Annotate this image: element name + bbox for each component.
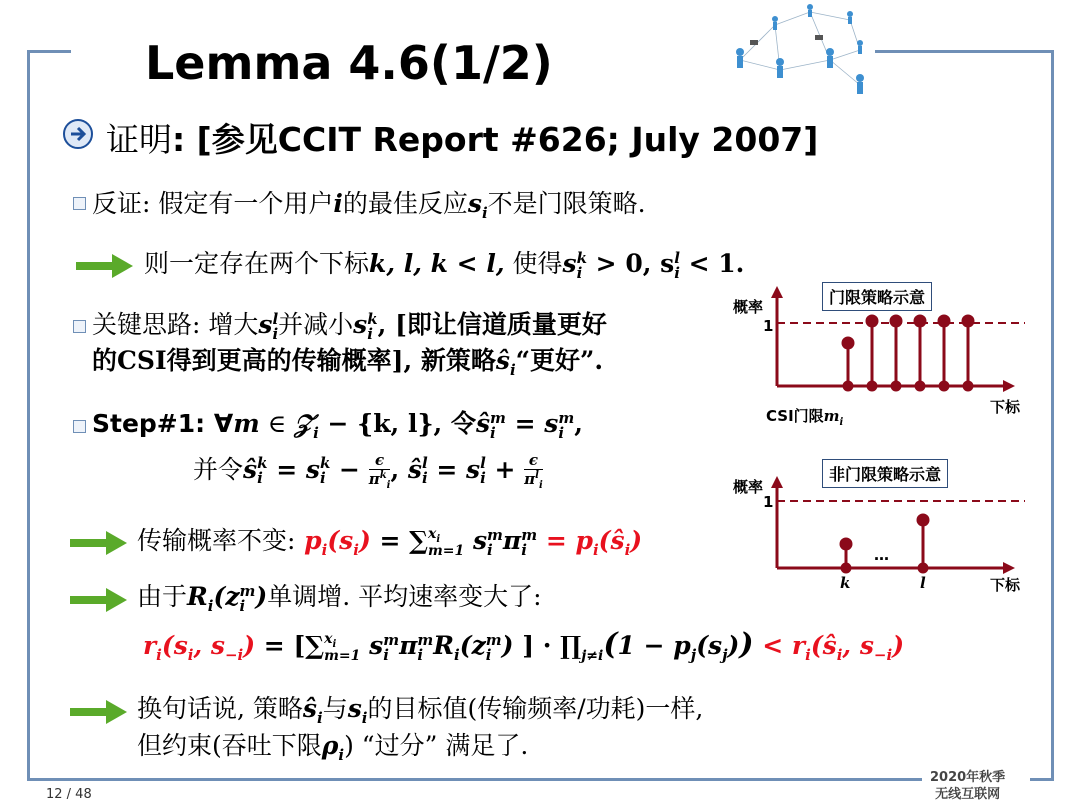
frame-bottom-right bbox=[1030, 778, 1054, 781]
line-avg-rate-formula: $r_i(s_i$, $s_{-i}$) = [∑ $x_i$ m=1 s m i π m i $R_i(z$ m i ) ] · $\prod_{j\ne i}(1 - p_j(s_j))$ < $r_i(ŝ_i$, $s_{-i}$) bbox=[143, 627, 905, 665]
csi-threshold-label: CSI门限$m_i$ bbox=[766, 407, 844, 428]
line-monotone: 由于$R_i(z$ m i )单调增. 平均速率变大了: bbox=[137, 581, 542, 615]
frame-top-right bbox=[875, 50, 1053, 53]
index-axis-label: 下标 bbox=[990, 398, 1021, 416]
arrow-icon bbox=[70, 699, 128, 725]
one-tick-label: 1 bbox=[763, 493, 774, 511]
proof-ref: CCIT Report #626; July 2007] bbox=[277, 120, 819, 159]
footer-year: 2020年秋季 bbox=[930, 770, 1006, 785]
threshold-policy-label: 门限策略示意 bbox=[822, 282, 932, 311]
bullet-icon bbox=[73, 420, 86, 433]
frame-right bbox=[1051, 50, 1054, 780]
line-step1: Step#1: ∀m ∈ 𝒵$_i$ − {k, l}, 令ŝ m i = s m i , bbox=[92, 408, 583, 442]
arrow-icon bbox=[70, 530, 128, 556]
line-in-other-words: 换句话说, 策略$ŝ_i$与$s_i$的目标值(传输频率/功耗)一样, bbox=[137, 694, 704, 727]
prob-axis-label: 概率 bbox=[733, 298, 764, 316]
line-constraint: 但约束(吞吐下限$\rho_i$) “过分” 满足了. bbox=[137, 731, 529, 764]
index-axis-label: 下标 bbox=[990, 576, 1021, 594]
network-people-image bbox=[720, 0, 880, 110]
line-exists-indices: 则一定存在两个下标k, l, k < l, 使得s k i > 0, s l i < 1. bbox=[144, 248, 745, 282]
proof-heading bbox=[106, 114, 818, 161]
line-key-idea: 关键思路: 增大s l i 并减小s k i , [即让信道质量更好 bbox=[92, 309, 607, 343]
slide-title: Lemma 4.6(1/2) bbox=[145, 36, 553, 90]
arrow-circle-icon bbox=[62, 118, 94, 150]
ellipsis-label: … bbox=[874, 546, 889, 564]
arrow-icon bbox=[70, 587, 128, 613]
bullet-icon bbox=[73, 320, 86, 333]
one-tick-label: 1 bbox=[763, 317, 774, 335]
nonthreshold-policy-label: 非门限策略示意 bbox=[822, 459, 948, 488]
line-contradiction: 反证: 假定有一个用户i的最佳反应$s_i$不是门限策略. bbox=[92, 189, 646, 222]
k-tick-label: k bbox=[840, 574, 851, 592]
frame-top-left bbox=[27, 50, 71, 53]
bullet-icon bbox=[73, 197, 86, 210]
footer-course bbox=[930, 770, 1005, 804]
proof-ref-prefix: : [参见 bbox=[172, 120, 278, 159]
arrow-icon bbox=[76, 253, 134, 279]
frame-left bbox=[27, 50, 30, 780]
footer-course-name: 无线互联网 bbox=[935, 786, 1001, 802]
l-tick-label: l bbox=[920, 574, 926, 592]
frame-bottom bbox=[27, 778, 922, 781]
proof-label: 证明 bbox=[106, 120, 172, 159]
line-tx-prob-unchanged: 传输概率不变: $p_i(s_i)$ = ∑ $x_i$ m=1 s m i π m i = $p_i(ŝ_i)$ bbox=[137, 525, 643, 560]
prob-axis-label: 概率 bbox=[733, 478, 764, 496]
line-key-idea-2: 的CSI得到更高的传输概率], 新策略$ŝ_i“$更好”. bbox=[92, 346, 604, 379]
page-number: 12 / 48 bbox=[46, 787, 92, 802]
line-step1-b: 并令ŝ k i = s k i − ϵ $\pi^k_i$ , ŝ l i = s l i + ϵ $\pi^l_i$ bbox=[193, 451, 543, 491]
